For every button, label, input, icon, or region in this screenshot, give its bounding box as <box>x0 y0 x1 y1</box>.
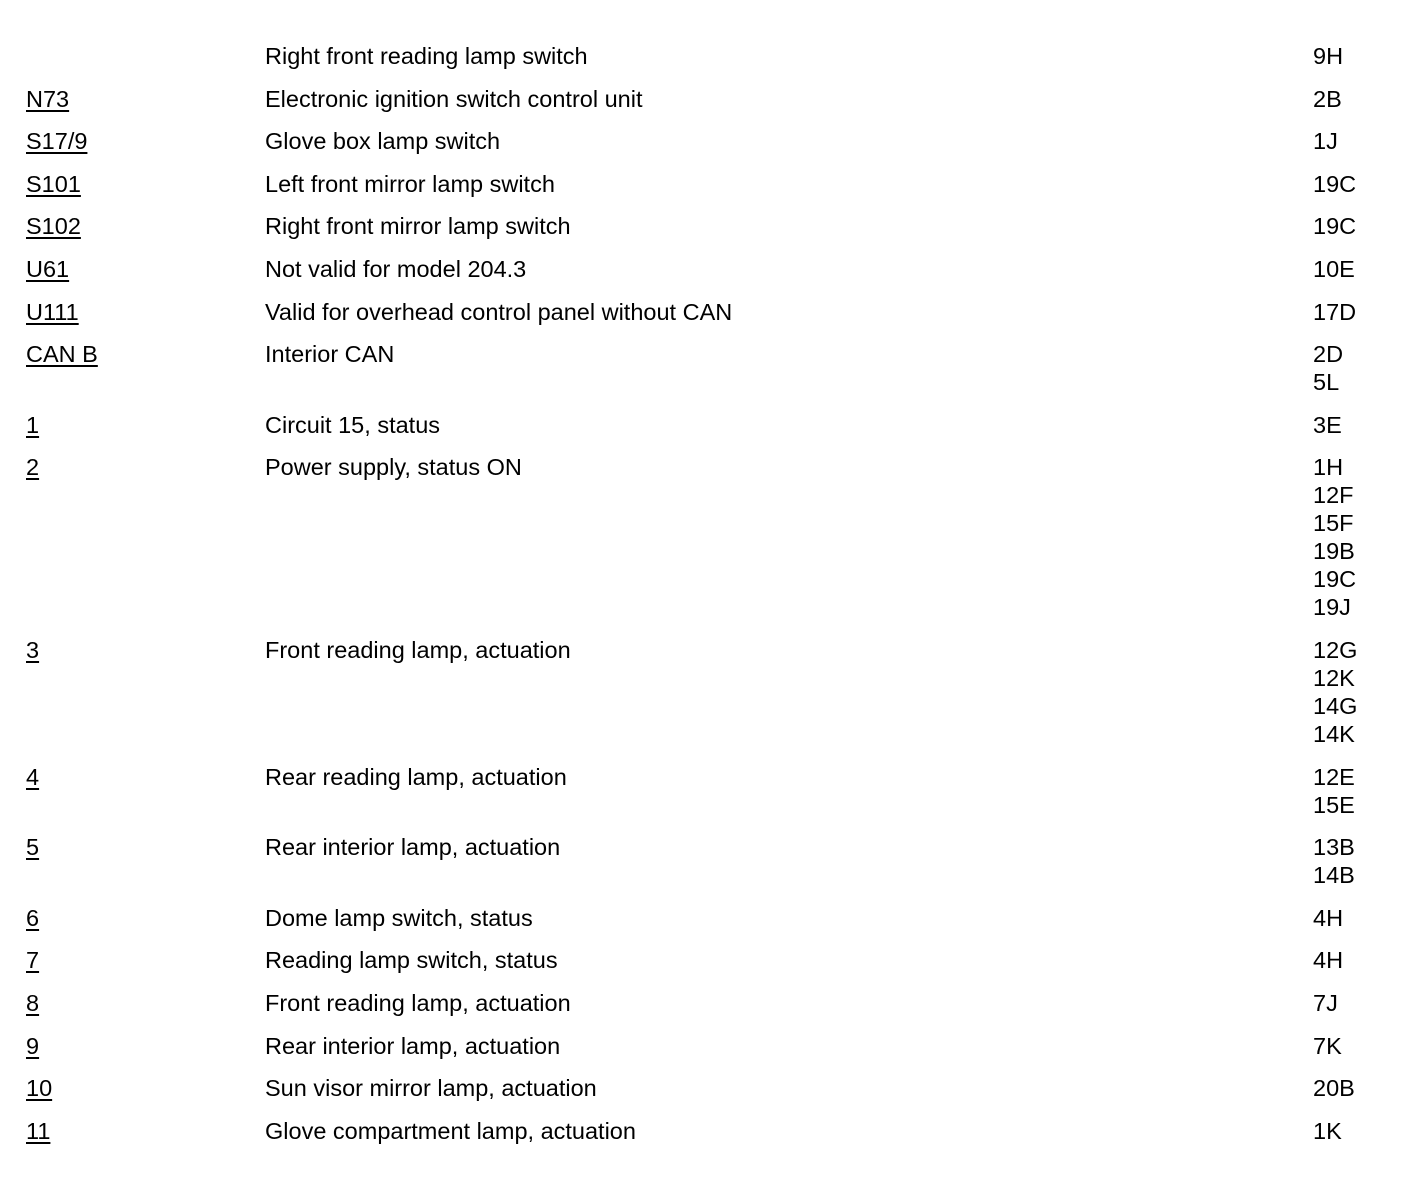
legend-row <box>0 1074 1408 1117</box>
legend-row <box>0 453 1408 636</box>
component-code-link[interactable]: 8 <box>26 989 40 1016</box>
component-code-link[interactable]: S17/9 <box>26 128 88 155</box>
grid-reference-list <box>1313 85 1342 113</box>
grid-reference: 2B <box>1313 85 1342 112</box>
component-code-link[interactable]: 10 <box>26 1075 53 1102</box>
legend-row <box>0 340 1408 411</box>
grid-reference: 7J <box>1313 989 1338 1016</box>
grid-reference: 1J <box>1313 128 1338 155</box>
component-description: Rear interior lamp, actuation <box>265 1032 561 1059</box>
grid-reference-list <box>1313 42 1343 70</box>
grid-reference: 19B <box>1313 538 1355 565</box>
grid-reference: 13B <box>1313 834 1355 861</box>
grid-reference-list <box>1313 833 1355 889</box>
component-description: Glove compartment lamp, actuation <box>265 1117 636 1144</box>
grid-reference-list <box>1313 636 1357 748</box>
component-description: Dome lamp switch, status <box>265 904 533 931</box>
grid-reference: 9H <box>1313 43 1344 69</box>
legend-row <box>0 1117 1408 1160</box>
component-description: Valid for overhead control panel without CAN <box>265 298 733 325</box>
component-description: Not valid for model 204.3 <box>265 255 527 282</box>
grid-reference: 12K <box>1313 664 1355 691</box>
grid-reference: 10E <box>1313 255 1355 282</box>
grid-reference: 20B <box>1313 1075 1355 1102</box>
grid-reference: 15F <box>1313 510 1354 537</box>
grid-reference: 7K <box>1313 1032 1342 1059</box>
grid-reference: 14K <box>1313 720 1355 747</box>
component-code-link[interactable]: U111 <box>26 298 79 325</box>
legend-row <box>0 763 1408 834</box>
component-code-link[interactable]: 6 <box>26 904 40 931</box>
component-code-link[interactable]: CAN B <box>26 341 98 368</box>
legend-row <box>0 42 1408 85</box>
component-code-link[interactable]: 7 <box>26 947 40 974</box>
grid-reference: 2D <box>1313 341 1344 368</box>
component-description: Left front mirror lamp switch <box>265 170 555 197</box>
component-code-link[interactable]: 11 <box>26 1117 51 1144</box>
legend-row <box>0 946 1408 989</box>
legend-row <box>0 127 1408 170</box>
component-description: Reading lamp switch, status <box>265 947 558 974</box>
component-code-link[interactable]: U61 <box>26 255 70 282</box>
grid-reference-list <box>1313 1074 1355 1102</box>
component-description: Right front reading lamp switch <box>265 43 588 69</box>
legend-row <box>0 636 1408 763</box>
component-code-link[interactable]: 5 <box>26 834 40 861</box>
component-code-link[interactable]: 4 <box>26 763 40 790</box>
grid-reference-list <box>1313 904 1343 932</box>
component-description: Right front mirror lamp switch <box>265 213 571 240</box>
grid-reference: 19C <box>1313 566 1357 593</box>
legend-row <box>0 411 1408 454</box>
grid-reference: 15E <box>1313 791 1355 818</box>
grid-reference-list <box>1313 340 1343 396</box>
grid-reference-list <box>1313 255 1355 283</box>
legend-row <box>0 298 1408 341</box>
grid-reference: 12G <box>1313 636 1358 663</box>
grid-reference-list <box>1313 170 1356 198</box>
grid-reference: 4H <box>1313 904 1344 931</box>
grid-reference: 12F <box>1313 482 1354 509</box>
legend-row <box>0 989 1408 1032</box>
grid-reference: 14B <box>1313 862 1355 889</box>
component-description: Front reading lamp, actuation <box>265 636 571 663</box>
component-code-link[interactable]: 3 <box>26 636 40 663</box>
grid-reference: 4H <box>1313 947 1344 974</box>
component-code-link[interactable]: 2 <box>26 454 40 481</box>
legend-row <box>0 85 1408 128</box>
grid-reference-list <box>1313 453 1356 621</box>
component-code-link[interactable]: N73 <box>26 85 70 112</box>
grid-reference: 1H <box>1313 454 1344 481</box>
grid-reference: 1K <box>1313 1117 1342 1144</box>
legend-row <box>0 255 1408 298</box>
grid-reference: 19C <box>1313 213 1357 240</box>
grid-reference: 14G <box>1313 692 1358 719</box>
grid-reference-list <box>1313 1117 1342 1145</box>
grid-reference: 17D <box>1313 298 1357 325</box>
grid-reference-list <box>1313 127 1338 155</box>
component-code-link[interactable]: S101 <box>26 170 81 197</box>
component-description: Interior CAN <box>265 341 395 368</box>
component-code-link[interactable]: S102 <box>26 213 81 240</box>
grid-reference: 12E <box>1313 763 1355 790</box>
legend-row <box>0 212 1408 255</box>
grid-reference-list <box>1313 1032 1342 1060</box>
grid-reference-list <box>1313 989 1338 1017</box>
component-description: Glove box lamp switch <box>265 128 501 155</box>
component-description: Rear reading lamp, actuation <box>265 763 567 790</box>
grid-reference: 3E <box>1313 411 1342 438</box>
legend-row <box>0 833 1408 904</box>
grid-reference: 19J <box>1313 594 1351 621</box>
grid-reference-list <box>1313 212 1356 240</box>
component-code-link[interactable]: 9 <box>26 1032 40 1059</box>
component-description: Electronic ignition switch control unit <box>265 85 643 112</box>
legend-row <box>0 1032 1408 1075</box>
component-description: Rear interior lamp, actuation <box>265 834 561 861</box>
component-description: Circuit 15, status <box>265 411 441 438</box>
component-code-link[interactable]: 1 <box>26 411 40 438</box>
component-description: Power supply, status ON <box>265 454 522 481</box>
grid-reference: 19C <box>1313 170 1357 197</box>
grid-reference-list <box>1313 411 1342 439</box>
grid-reference-list <box>1313 946 1343 974</box>
grid-reference: 5L <box>1313 369 1340 396</box>
grid-reference-list <box>1313 298 1356 326</box>
legend-table <box>0 42 1408 1159</box>
grid-reference-list <box>1313 763 1355 819</box>
legend-row <box>0 170 1408 213</box>
legend-row <box>0 904 1408 947</box>
component-description: Front reading lamp, actuation <box>265 989 571 1016</box>
component-description: Sun visor mirror lamp, actuation <box>265 1075 597 1102</box>
